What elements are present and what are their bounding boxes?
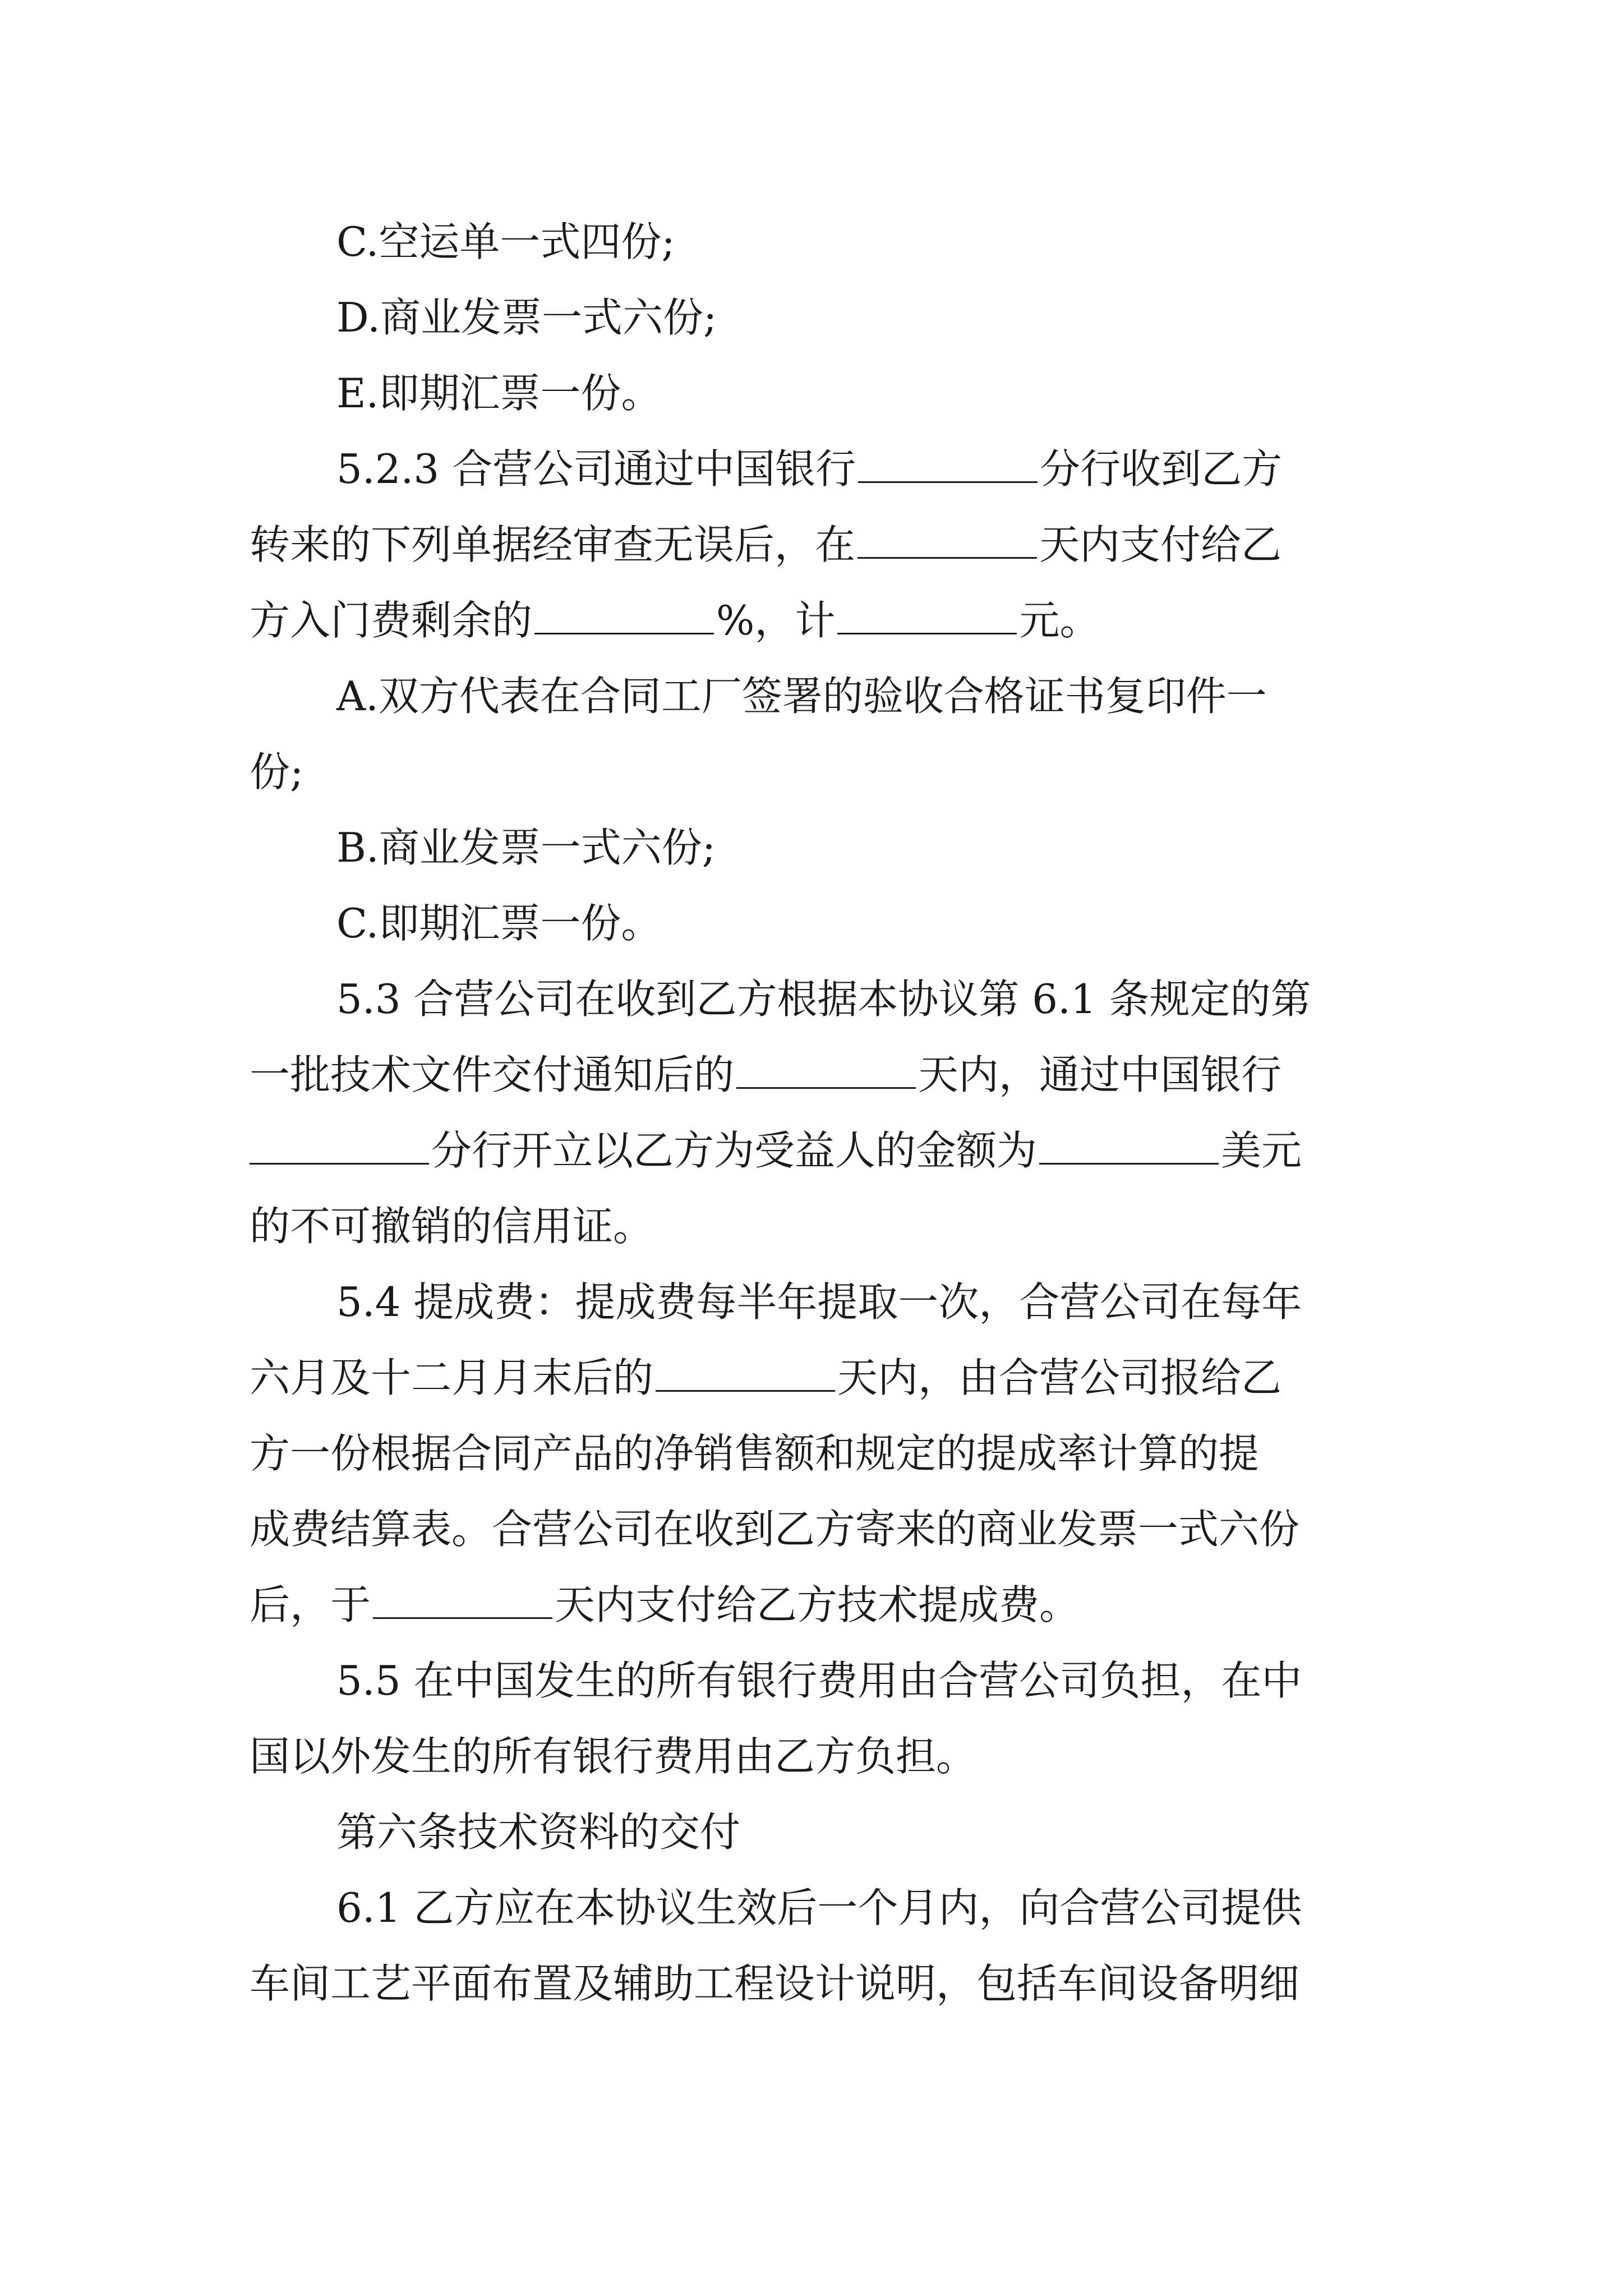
- fill-in-blank: [656, 1359, 835, 1392]
- fill-in-blank: [250, 1131, 429, 1165]
- clause-5-2-3-line-3: 方入门费剩余的 %，计 元。: [250, 597, 1100, 644]
- clause-5-3-line-1: 5.3 合营公司在收到乙方根据本协议第 6.1 条规定的第: [336, 976, 1311, 1023]
- clause-5-4-line-2: 六月及十二月月末后的 天内，由合营公司报给乙: [250, 1354, 1282, 1401]
- fill-in-blank: [373, 1586, 552, 1619]
- clause-5-4-line-1: 5.4 提成费：提成费每半年提取一次，合营公司在每年: [336, 1278, 1302, 1326]
- list-item-b-commercial-invoice: B.商业发票一式六份;: [336, 824, 716, 871]
- fill-in-blank: [736, 1056, 916, 1089]
- clause-5-4-line-4: 成费结算表。合营公司在收到乙方寄来的商业发票一式六份: [250, 1506, 1300, 1553]
- fill-in-blank: [534, 601, 714, 634]
- article-6-heading: 第六条技术资料的交付: [336, 1809, 741, 1856]
- clause-5-4-line-5: 后，于 天内支付给乙方技术提成费。: [250, 1581, 1080, 1628]
- fill-in-blank: [857, 526, 1037, 559]
- clause-5-4-line-3: 方一份根据合同产品的净销售额和规定的提成率计算的提: [250, 1430, 1260, 1477]
- list-item-a-acceptance-cert-line-1: A.双方代表在合同工厂签署的验收合格证书复印件一: [336, 673, 1267, 720]
- clause-5-2-3-line-1: 5.2.3 合营公司通过中国银行 分行收到乙方: [336, 445, 1283, 493]
- clause-5-3-line-2: 一批技术文件交付通知后的 天内，通过中国银行: [250, 1051, 1282, 1098]
- clause-5-3-line-4: 的不可撤销的信用证。: [250, 1203, 654, 1250]
- fill-in-blank: [837, 601, 1017, 634]
- fill-in-blank: [858, 450, 1038, 483]
- clause-5-5-line-1: 5.5 在中国发生的所有银行费用由合营公司负担，在中: [336, 1657, 1302, 1704]
- fill-in-blank: [1039, 1131, 1219, 1165]
- clause-5-5-line-2: 国以外发生的所有银行费用由乙方负担。: [250, 1733, 977, 1780]
- list-item-c-airway-bill: C.空运单一式四份;: [336, 218, 675, 265]
- list-item-d-commercial-invoice: D.商业发票一式六份;: [336, 294, 717, 341]
- list-item-a-acceptance-cert-line-2: 份;: [250, 748, 304, 795]
- list-item-e-sight-draft: E.即期汇票一份。: [336, 370, 662, 417]
- clause-6-1-line-1: 6.1 乙方应在本协议生效后一个月内，向合营公司提供: [336, 1884, 1302, 1931]
- clause-5-2-3-line-2: 转来的下列单据经审查无误后，在 天内支付给乙: [250, 521, 1282, 568]
- list-item-c-sight-draft: C.即期汇票一份。: [336, 900, 662, 947]
- clause-6-1-line-2: 车间工艺平面布置及辅助工程设计说明，包括车间设备明细: [250, 1960, 1300, 2007]
- clause-5-3-line-3: 分行开立以乙方为受益人的金额为 美元: [250, 1130, 1302, 1171]
